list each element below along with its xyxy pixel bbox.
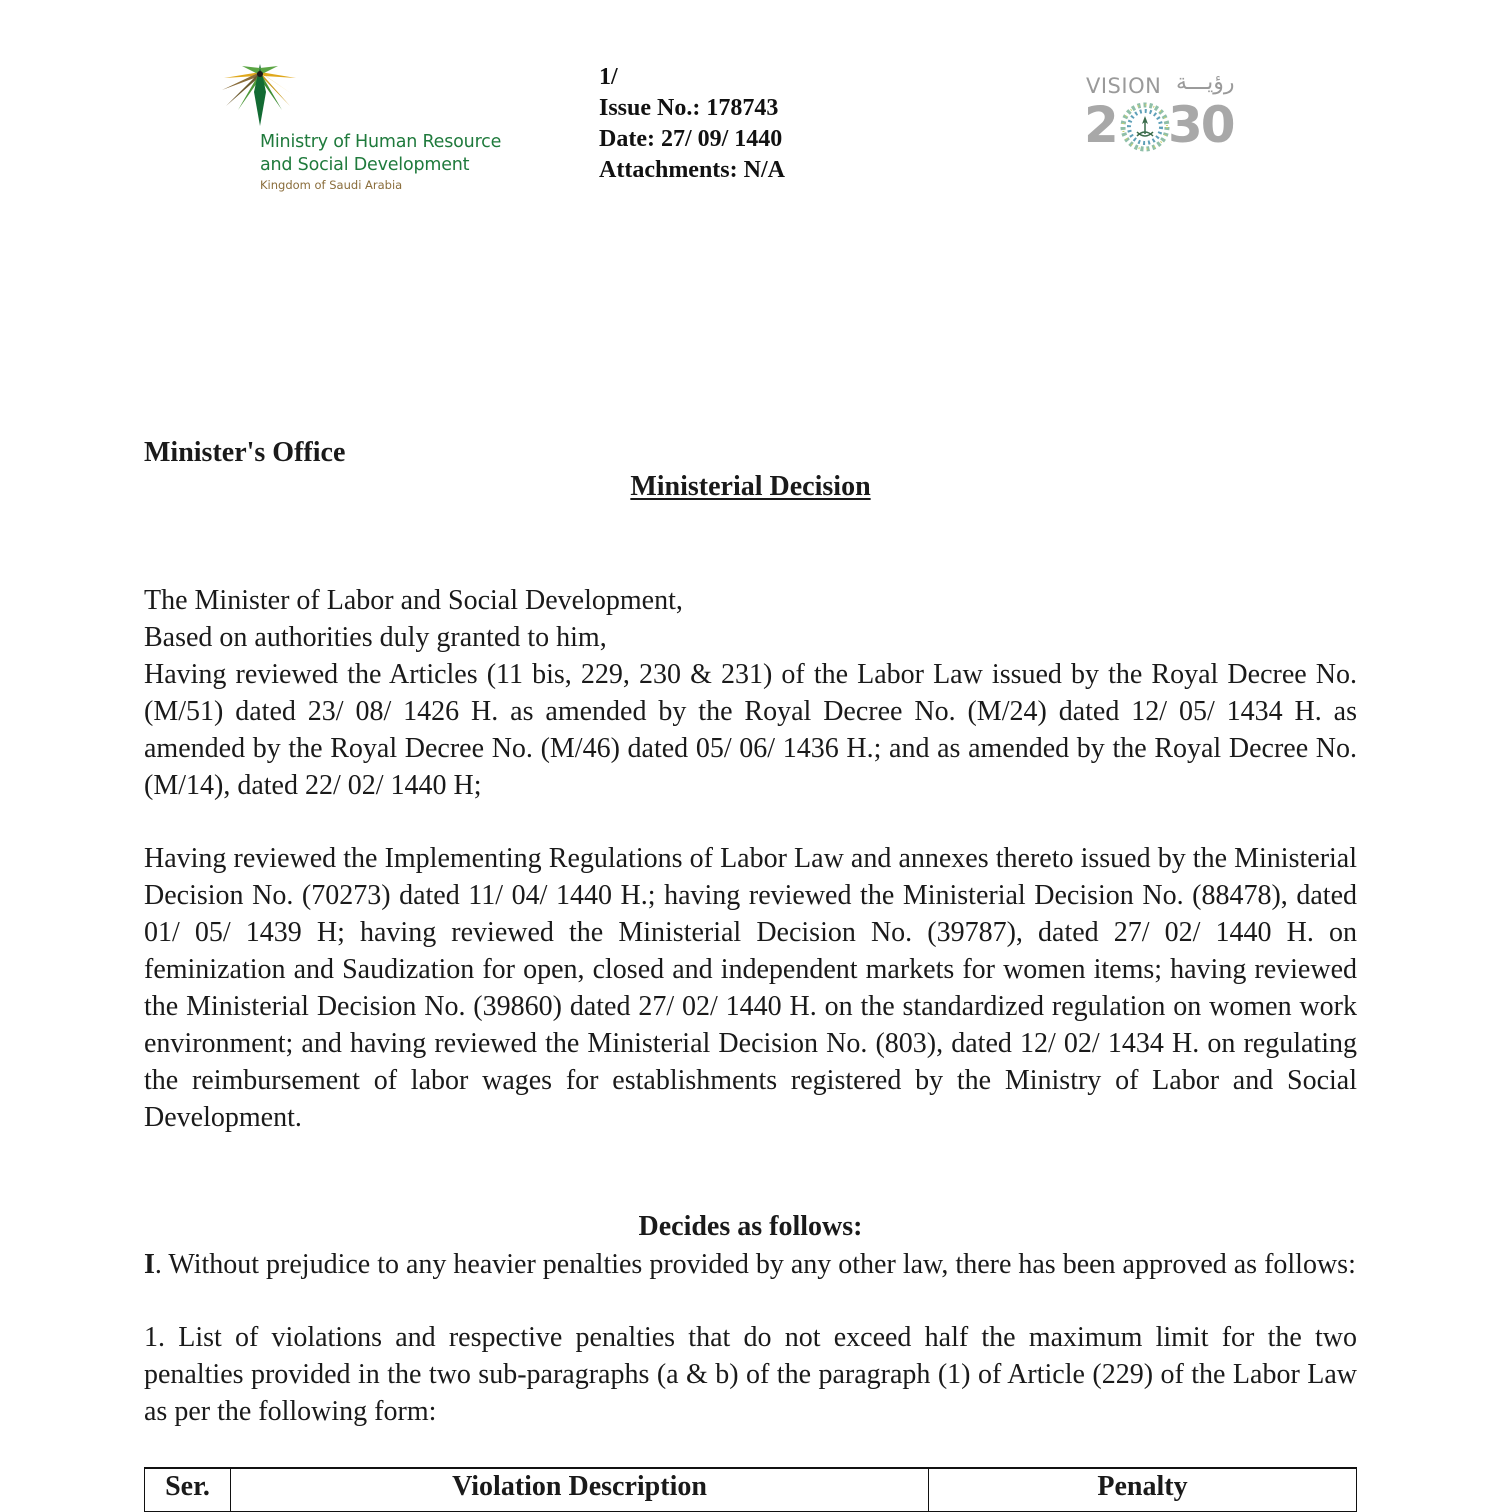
- vision-year-left: 2: [1084, 96, 1119, 154]
- column-header-penalty: Penalty: [929, 1468, 1357, 1512]
- page-number: 1/: [599, 64, 618, 90]
- item-text: . Without prejudice to any heavier penalties provided by any other law, there has been approved as follows:: [154, 1249, 1356, 1280]
- kingdom-name: Kingdom of Saudi Arabia: [260, 178, 403, 192]
- attachments: Attachments: N/A: [599, 157, 785, 183]
- vision-2030-logo: [1084, 72, 1259, 160]
- document-meta: [599, 62, 785, 186]
- item-numeral: I: [144, 1249, 155, 1280]
- ministry-name-line2: and Social Development: [260, 155, 470, 175]
- saudi-emblem-icon: [1120, 98, 1170, 156]
- issue-number: Issue No.: 178743: [599, 95, 779, 121]
- vision-word: VISION: [1086, 74, 1162, 98]
- vision-arabic-word: رؤيـــة: [1176, 70, 1235, 95]
- column-header-violation-description: Violation Description: [231, 1468, 929, 1512]
- preamble-line: The Minister of Labor and Social Development,: [144, 585, 683, 616]
- column-header-ser: Ser.: [145, 1468, 231, 1512]
- ministry-logo: [218, 60, 518, 200]
- violations-table: [144, 1467, 1357, 1512]
- decision-item-I: [144, 1246, 1357, 1283]
- preamble-line: Based on authorities duly granted to him,: [144, 622, 607, 653]
- office-heading: Minister's Office: [144, 437, 346, 468]
- decides-heading: Decides as follows:: [638, 1211, 863, 1242]
- regulations-paragraph: Having reviewed the Implementing Regulations of Labor Law and annexes thereto issued by the Ministerial Decision No. (70273) dated 11/ 04/ 1440 H.; having reviewed the Ministerial Decision No. (88478), dated 01/ 05/ 1439 H; having reviewed the Ministerial Decision No. (39787), dated 27/ 02/ 1440 H. on feminization and Saudization for open, closed and independent markets for women items; having reviewed the Ministerial Decision No. (39860) dated 27/ 02/ 1440 H. on the standardized regulation on women work environment; and having reviewed the Ministerial Decision No. (803), dated 12/ 02/ 1434 H. on regulating the reimbursement of labor wages for establishments registered by the Ministry of Labor and Social Development.: [144, 843, 1357, 1133]
- preamble-paragraph: Having reviewed the Articles (11 bis, 229, 230 & 231) of the Labor Law issued by the Royal Decree No. (M/51) dated 23/ 08/ 1426 H. as amended by the Royal Decree No. (M/24) dated 12/ 05/ 1434 H. as amended by the Royal Decree No. (M/46) dated 05/ 06/ 1436 H.; and as amended by the Royal Decree No. (M/14), dated 22/ 02/ 1440 H;: [144, 659, 1357, 801]
- document-title-text: Ministerial Decision: [630, 471, 871, 502]
- issue-date: Date: 27/ 09/ 1440: [599, 126, 783, 152]
- decision-item-1: 1. List of violations and respective penalties that do not exceed half the maximum limit for the two penalties provided in the two sub-paragraphs (a & b) of the paragraph (1) of Article (229) of the Labor Law as per the following form:: [144, 1322, 1357, 1427]
- vision-year-right: 30: [1168, 96, 1234, 154]
- palm-tree-logo-icon: [220, 62, 300, 128]
- document-title: [144, 471, 1357, 503]
- ministry-name-line1: Ministry of Human Resource: [260, 132, 502, 152]
- preamble: [144, 582, 1357, 804]
- table-header-row: [145, 1468, 1357, 1512]
